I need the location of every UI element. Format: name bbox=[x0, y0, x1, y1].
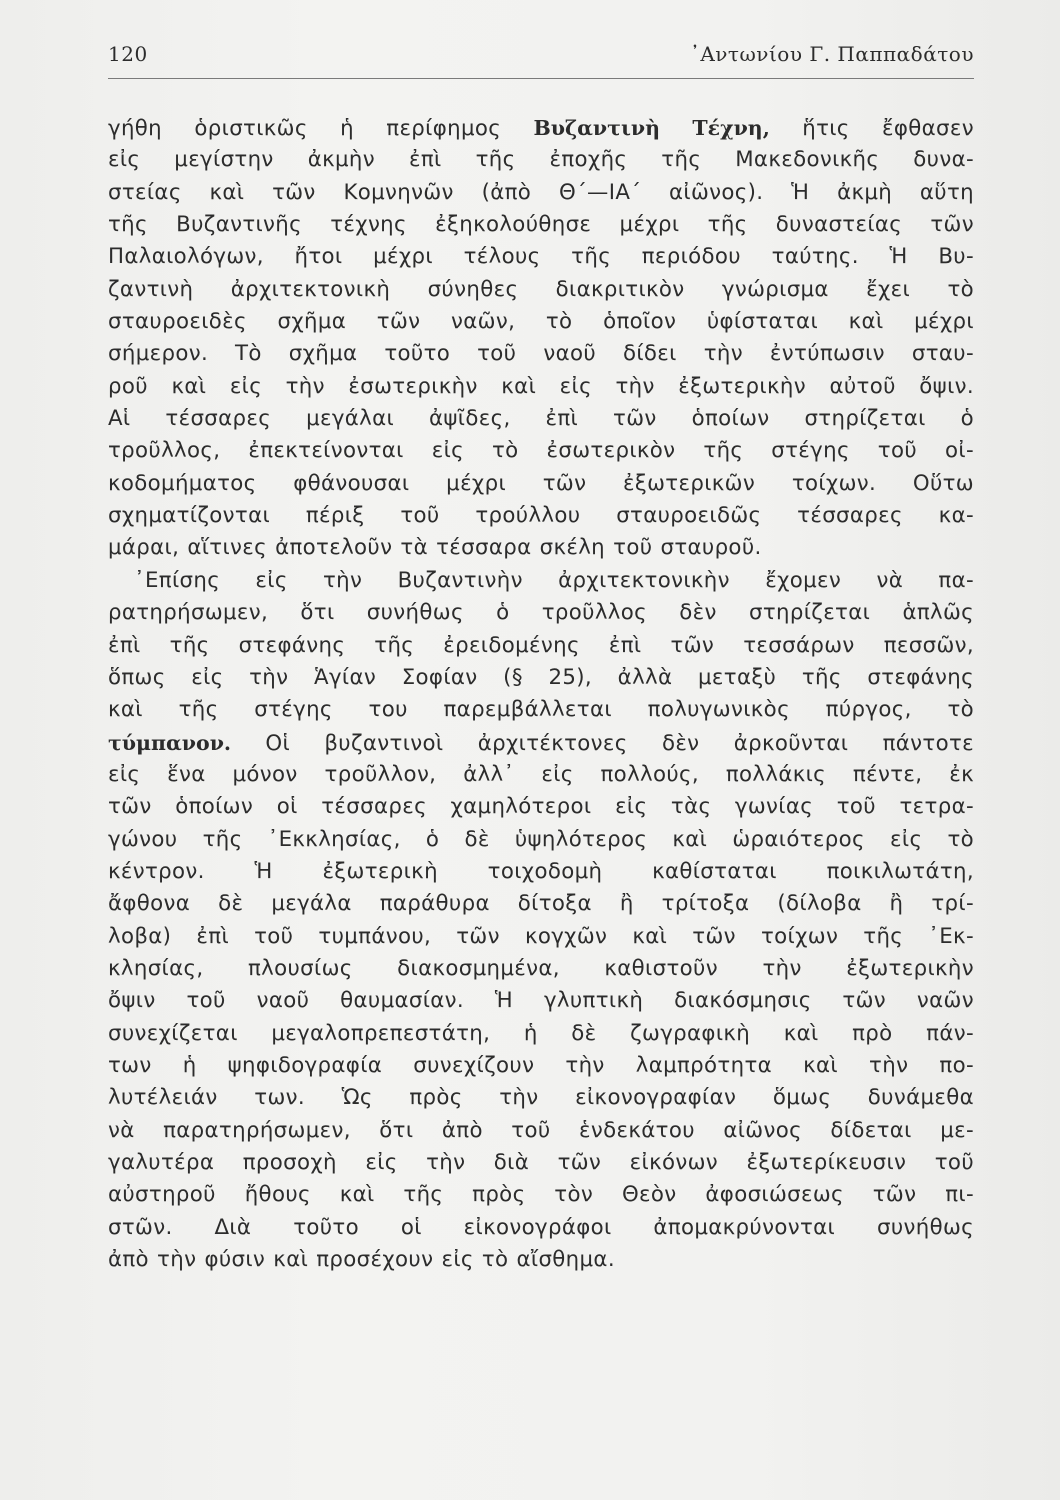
text-run: Αἱ τέσσαρες μεγάλαι ἀψῖδες, ἐπὶ τῶν ὁποίων στηρίζεται ὁ bbox=[108, 406, 974, 432]
text-run: σχηματίζονται πέριξ τοῦ τρούλλου σταυροειδῶς τέσσαρες κα- bbox=[108, 503, 974, 529]
text-run: ὅπως εἰς τὴν Ἁγίαν Σοφίαν (§ 25), ἀλλὰ μεταξὺ τῆς στεφάνης bbox=[108, 664, 974, 690]
text-run: κλησίας, πλουσίως διακοσμημένα, καθιστοῦν τὴν ἐξωτερικὴν bbox=[108, 955, 974, 981]
text-run: Οἱ βυζαντινοὶ ἀρχιτέκτονες δὲν ἀρκοῦνται πάντοτε bbox=[231, 730, 974, 756]
text-line bbox=[108, 759, 974, 791]
text-run: τῶν ὁποίων οἱ τέσσαρες χαμηλότεροι εἰς τὰς γωνίας τοῦ τετρα- bbox=[108, 794, 974, 820]
text-line bbox=[108, 565, 974, 597]
text-line bbox=[108, 1179, 974, 1211]
text-line bbox=[108, 1244, 974, 1276]
running-head: ᾿Αντωνίου Γ. Παππαδάτου bbox=[689, 42, 974, 66]
text-line bbox=[108, 371, 974, 403]
text-line bbox=[108, 1115, 974, 1147]
text-run: κέντρον. Ἡ ἐξωτερικὴ τοιχοδομὴ καθίσταται ποικιλωτάτη, bbox=[108, 858, 974, 884]
text-line bbox=[108, 500, 974, 532]
text-run: λυτέλειάν των. Ὡς πρὸς τὴν εἰκονογραφίαν ὅμως δυνάμεθα bbox=[108, 1085, 974, 1111]
text-line bbox=[108, 274, 974, 306]
text-line bbox=[108, 1082, 974, 1114]
text-run: κοδομήματος φθάνουσαι μέχρι τῶν ἐξωτερικῶν τοίχων. Οὕτω bbox=[108, 470, 974, 496]
text-line bbox=[108, 112, 974, 144]
text-run: ἄφθονα δὲ μεγάλα παράθυρα δίτοξα ἢ τρίτοξα (δίλοβα ἢ τρί- bbox=[108, 891, 974, 917]
text-run: σταυροειδὲς σχῆμα τῶν ναῶν, τὸ ὁποῖον ὑφίσταται καὶ μέχρι bbox=[108, 309, 974, 335]
text-run: ἀπὸ τὴν φύσιν καὶ προσέχουν εἰς τὸ αἴσθημα. bbox=[108, 1247, 615, 1273]
text-run: αὐστηροῦ ἤθους καὶ τῆς πρὸς τὸν Θεὸν ἀφοσιώσεως τῶν πι- bbox=[108, 1182, 974, 1208]
text-line bbox=[108, 241, 974, 273]
text-line bbox=[108, 694, 974, 726]
text-line bbox=[108, 662, 974, 694]
text-run: ἐπὶ τῆς στεφάνης τῆς ἐρειδομένης ἐπὶ τῶν τεσσάρων πεσσῶν, bbox=[108, 632, 974, 658]
page-header bbox=[108, 38, 974, 79]
text-run: νὰ παρατηρήσωμεν, ὅτι ἀπὸ τοῦ ἑνδεκάτου αἰῶνος δίδεται με- bbox=[108, 1117, 974, 1143]
text-run: ἥτις ἔφθασεν bbox=[769, 116, 974, 141]
text-run: σήμερον. Τὸ σχῆμα τοῦτο τοῦ ναοῦ δίδει τὴν ἐντύπωσιν σταυ- bbox=[108, 341, 974, 367]
text-line bbox=[108, 727, 974, 759]
body-text bbox=[108, 112, 974, 1276]
text-line bbox=[108, 921, 974, 953]
text-run: Παλαιολόγων, ἤτοι μέχρι τέλους τῆς περιόδου ταύτης. Ἡ Βυ- bbox=[108, 244, 974, 270]
text-run: τροῦλλος, ἐπεκτείνονται εἰς τὸ ἐσωτερικὸν τῆς στέγης τοῦ οἰ- bbox=[108, 438, 974, 464]
text-line bbox=[108, 856, 974, 888]
text-line bbox=[108, 1050, 974, 1082]
bold-term: Βυζαντινὴ Τέχνη, bbox=[533, 116, 770, 140]
text-run: εἰς ἕνα μόνον τροῦλλον, ἀλλ᾿ εἰς πολλούς, πολλάκις πέντε, ἐκ bbox=[108, 761, 974, 787]
text-run: ζαντινὴ ἀρχιτεκτονικὴ σύνηθες διακριτικὸν γνώρισμα ἔχει τὸ bbox=[108, 276, 974, 302]
text-run: γαλυτέρα προσοχὴ εἰς τὴν διὰ τῶν εἰκόνων ἐξωτερίκευσιν τοῦ bbox=[108, 1150, 974, 1175]
text-run: γήθη ὁριστικῶς ἡ περίφημος bbox=[108, 116, 534, 141]
text-line bbox=[108, 630, 974, 662]
text-line bbox=[108, 306, 974, 338]
text-run: ρατηρήσωμεν, ὅτι συνήθως ὁ τροῦλλος δὲν στηρίζεται ἁπλῶς bbox=[108, 600, 974, 626]
text-line bbox=[108, 209, 974, 241]
text-run: των ἡ ψηφιδογραφία συνεχίζουν τὴν λαμπρότητα καὶ τὴν πο- bbox=[108, 1052, 974, 1078]
text-line bbox=[108, 791, 974, 823]
text-run: καὶ τῆς στέγης του παρεμβάλλεται πολυγωνικὸς πύργος, τὸ bbox=[108, 697, 974, 723]
text-run: ὄψιν τοῦ ναοῦ θαυμασίαν. Ἡ γλυπτικὴ διακόσμησις τῶν ναῶν bbox=[108, 988, 974, 1014]
text-line bbox=[108, 597, 974, 629]
text-run: συνεχίζεται μεγαλοπρεπεστάτη, ἡ δὲ ζωγραφικὴ καὶ πρὸ πάν- bbox=[108, 1020, 974, 1046]
text-line bbox=[108, 144, 974, 176]
text-line bbox=[108, 953, 974, 985]
text-run: μάραι, αἵτινες ἀποτελοῦν τὰ τέσσαρα σκέλη τοῦ σταυροῦ. bbox=[108, 535, 762, 561]
text-line bbox=[108, 532, 974, 564]
text-run: ᾿Επίσης εἰς τὴν Βυζαντινὴν ἀρχιτεκτονικὴν ἔχομεν νὰ πα- bbox=[134, 567, 974, 593]
text-run: ροῦ καὶ εἰς τὴν ἐσωτερικὴν καὶ εἰς τὴν ἐξωτερικὴν αὐτοῦ ὄψιν. bbox=[108, 373, 974, 399]
bold-term: τύμπανον. bbox=[108, 730, 232, 755]
text-run: γώνου τῆς ᾿Εκκλησίας, ὁ δὲ ὑψηλότερος καὶ ὡραιότερος εἰς τὸ bbox=[108, 826, 974, 852]
text-line bbox=[108, 888, 974, 920]
text-line bbox=[108, 1018, 974, 1050]
text-line bbox=[108, 985, 974, 1017]
text-run: στείας καὶ τῶν Κομνηνῶν (ἀπὸ Θ΄—ΙΑ΄ αἰῶνος). Ἡ ἀκμὴ αὕτη bbox=[108, 179, 974, 205]
page-number: 120 bbox=[108, 42, 148, 66]
text-run: εἰς μεγίστην ἀκμὴν ἐπὶ τῆς ἐποχῆς τῆς Μακεδονικῆς δυνα- bbox=[108, 147, 974, 173]
text-line bbox=[108, 1147, 974, 1179]
text-line bbox=[108, 824, 974, 856]
text-line bbox=[108, 435, 974, 467]
text-line bbox=[108, 177, 974, 209]
text-run: λοβα) ἐπὶ τοῦ τυμπάνου, τῶν κογχῶν καὶ τῶν τοίχων τῆς ᾿Εκ- bbox=[108, 923, 974, 949]
text-line bbox=[108, 468, 974, 500]
text-run: τῆς Βυζαντινῆς τέχνης ἐξηκολούθησε μέχρι τῆς δυναστείας τῶν bbox=[108, 212, 974, 238]
text-line bbox=[108, 403, 974, 435]
text-line bbox=[108, 1212, 974, 1244]
text-line bbox=[108, 338, 974, 370]
text-run: στῶν. Διὰ τοῦτο οἱ εἰκονογράφοι ἀπομακρύνονται συνήθως bbox=[108, 1214, 974, 1240]
